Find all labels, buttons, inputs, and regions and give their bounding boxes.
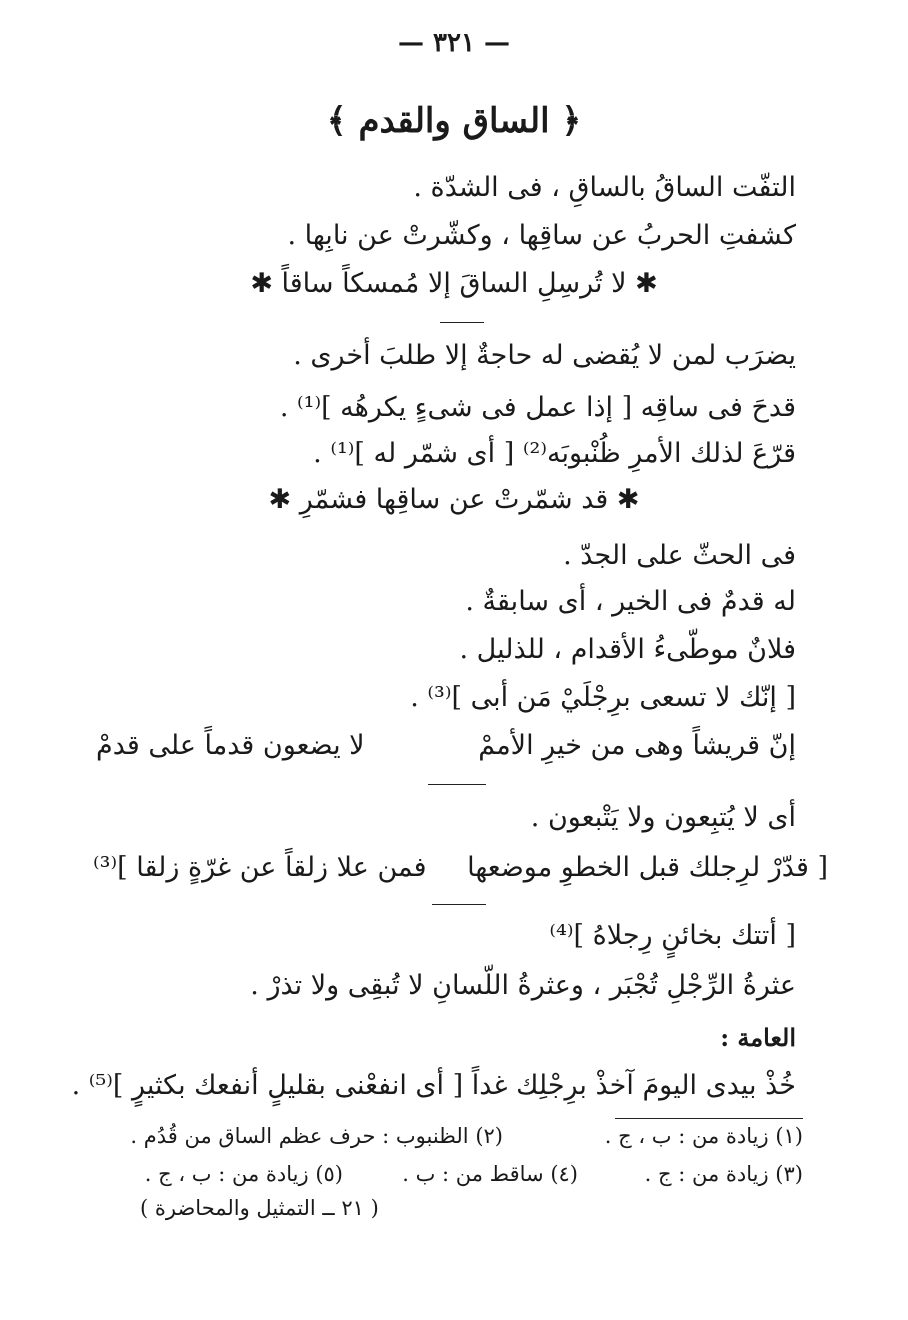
- text-line: كشفتِ الحربُ عن ساقِها ، وكشّرتْ عن نابِها .: [287, 220, 796, 251]
- poetry-verse: [93, 852, 828, 883]
- poetry-verse: [96, 730, 796, 761]
- text-line: [ إنّك لا تسعى برِجْلَيْ مَن أبى ]⁽³⁾ .: [410, 682, 796, 713]
- text-line: يضرَب لمن لا يُقضى له حاجةٌ إلا طلبَ أخرى .: [293, 340, 796, 371]
- separator-rule: [432, 904, 486, 905]
- separator-rule: [440, 322, 484, 323]
- text-line: عثرةُ الرِّجْلِ تُجْبَر ، وعثرةُ اللّسانِ لا تُبقِى ولا تذرْ .: [250, 970, 796, 1001]
- text-line: فى الحثّ على الجدّ .: [563, 540, 796, 571]
- section-title: ﴿ الساق والقدم ﴾: [326, 101, 582, 141]
- footnote-5: (٥) زيادة من : ب ، ج .: [144, 1162, 343, 1186]
- text-line: [ أتتك بخائنٍ رِجلاهُ ]⁽⁴⁾: [549, 920, 796, 951]
- text-line: فلانٌ موطّىءُ الأقدام ، للذليل .: [459, 634, 796, 665]
- footnote-3: (٣) زيادة من : ج .: [644, 1162, 803, 1186]
- text-line: التفّت الساقُ بالساقِ ، فى الشدّة .: [413, 172, 796, 203]
- section-label: العامة :: [720, 1023, 796, 1052]
- footnote-4: (٤) ساقط من : ب .: [402, 1162, 578, 1186]
- verse-second-hemistich: فمن علا زلقاً عن غرّةٍ زلقا ]⁽³⁾: [93, 852, 427, 883]
- text-line: أى لا يُتبِعون ولا يَتْبعون .: [530, 802, 796, 833]
- verse-first-hemistich: إنّ قريشاً وهى من خيرِ الأممْ: [478, 730, 796, 761]
- footnote-1: (١) زيادة من : ب ، ج .: [604, 1124, 803, 1148]
- text-line: خُذْ بيدى اليومَ آخذْ برِجْلِك غداً [ أى انفعْنى بقليلٍ أنفعك بكثيرٍ ]⁽⁵⁾ .: [71, 1070, 796, 1101]
- proverb-verse: ✱ قد شمّرتْ عن ساقِها فشمّرِ ✱: [268, 484, 640, 515]
- text-line: قرّعَ لذلك الأمرِ ظُنْبوبَه⁽²⁾ [ أى شمّر له ]⁽¹⁾ .: [313, 438, 796, 469]
- book-signature: ( ٢١ ــ التمثيل والمحاضرة ): [140, 1196, 379, 1220]
- footnote-2: (٢) الظنبوب : حرف عظم الساق من قُدُم .: [130, 1124, 503, 1148]
- verse-first-hemistich: [ قدّرْ لرِجلك قبل الخطوِ موضعها: [467, 852, 828, 883]
- page-number: — ٣٢١ —: [397, 28, 511, 58]
- separator-rule: [428, 784, 486, 785]
- footnote-rule: [615, 1118, 803, 1119]
- proverb-verse: ✱ لا تُرسِلِ الساقَ إلا مُمسكاً ساقاً ✱: [250, 268, 658, 299]
- text-line: قدحَ فى ساقِه [ إذا عمل فى شىءٍ يكرهُه ]⁽¹⁾ .: [279, 392, 796, 423]
- verse-second-hemistich: لا يضعون قدماً على قدمْ: [96, 730, 365, 761]
- text-line: له قدمٌ فى الخير ، أى سابقةٌ .: [465, 586, 796, 617]
